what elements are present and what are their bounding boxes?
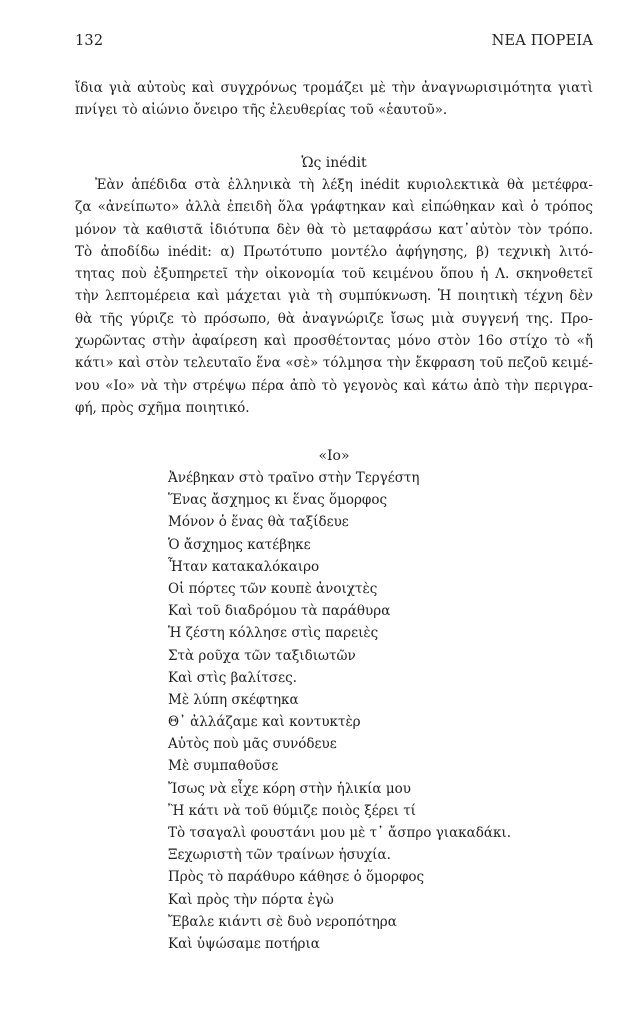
poem-line: Μόνον ὁ ἕνας θὰ ταξίδευε [168, 514, 349, 531]
poem-line: Ὁ ἄσχημος κατέβηκε [168, 536, 311, 553]
text-line: πνίγει τὸ αἰώνιο ὄνειρο τῆς ἐλευθερίας τοῦ «ἑαυτοῦ». [75, 102, 448, 119]
poem-line: Αὐτὸς ποὺ μᾶς συνόδευε [168, 736, 337, 753]
poem-line: Καὶ ὑψώσαμε ποτήρια [168, 935, 320, 952]
text-line: τὴν λεπτομέρεια καὶ μάχεται γιὰ τὴ συμπύκνωση. Ἡ ποιητικὴ τέχνη δὲν [75, 288, 593, 305]
poem-line: Θ᾽ ἀλλάζαμε καὶ κοντυκτὲρ [168, 714, 361, 731]
text-line: κάτι» καὶ στὸν τελευταῖο ἕνα «σὲ» τόλμησα τὴν ἔκφραση τοῦ πεζοῦ κειμέ- [75, 355, 593, 372]
poem-line: Ξεχωριστὴ τῶν τραίνων ἡσυχία. [168, 847, 391, 864]
poem [168, 467, 588, 955]
text-line: φή, πρὸς σχῆμα ποιητικό. [75, 399, 250, 416]
text-line: Τὸ ἀποδίδω inédit: α) Πρωτότυπο μοντέλο ἀφήγησης, β) τεχνικὴ λιτό- [75, 243, 593, 260]
intro-paragraph [75, 77, 593, 122]
poem-line: Μὲ λύπη σκέφτηκα [168, 691, 299, 708]
poem-line: Τὸ τσαγαλὶ φουστάνι μου μὲ τ᾽ ἄσπρο γιακαδάκι. [168, 825, 512, 841]
poem-line: Ἕνας ἄσχημος κι ἕνας ὅμορφος [168, 492, 388, 509]
page-number: 132 [75, 33, 104, 49]
poem-line: Καὶ στὶς βαλίτσες. [168, 669, 297, 686]
text-line: θὰ τῆς γύριζε τὸ πρόσωπο, θὰ ἀναγνώριζε ἴσως μιὰ συγγενή της. Προ- [75, 310, 593, 327]
text-line: μόνον τὰ καθιστᾶ ἰδιότυπα δὲν θὰ τὸ μεταφράσω κατ᾽αὐτὸν τὸν τρόπο. [75, 221, 593, 238]
section-heading: Ὡς inédit [301, 155, 367, 171]
poem-line: Ἢ κάτι νὰ τοῦ θύμιζε ποιὸς ξέρει τί [168, 802, 416, 819]
poem-line: Πρὸς τὸ παράθυρο κάθησε ὁ ὅμορφος [168, 869, 425, 886]
poem-line: Οἱ πόρτες τῶν κουπὲ ἀνοιχτὲς [168, 580, 378, 597]
poem-line: Ἡ ζέστη κόλλησε στὶς παρειὲς [168, 625, 379, 642]
poem-title: «Ιο» [318, 448, 350, 464]
page-header [75, 33, 593, 53]
poem-line: Ἀνέβηκαν στὸ τραῖνο στὴν Τεργέστη [168, 470, 420, 486]
text-line: ζα «ἀνείπωτο» ἀλλὰ ἐπειδὴ ὅλα γράφτηκαν καὶ εἰπώθηκαν καὶ ὁ τρόπος [75, 199, 593, 216]
body-paragraph [75, 174, 593, 419]
text-line: χωρῶντας στὴν ἀφαίρεση καὶ προσθέτοντας μόνο στὸν 16ο στίχο τὸ «ἤ [75, 333, 593, 350]
poem-line: Στὰ ροῦχα τῶν ταξιδιωτῶν [168, 647, 356, 664]
poem-line: Καὶ τοῦ διαδρόμου τὰ παράθυρα [168, 603, 391, 620]
text-line: ἴδια γιὰ αὐτοὺς καὶ συγχρόνως τρομάζει μὲ τὴν ἀναγνωρισιμότητα γιατὶ [75, 80, 593, 96]
text-line: νου «Ιο» νὰ τὴν στρέψω πέρα ἀπὸ τὸ γεγονὸς καὶ κάτω ἀπὸ τὴν περιγρα- [75, 377, 593, 394]
poem-line: Μὲ συμπαθοῦσε [168, 758, 279, 775]
poem-line: Ἔβαλε κιάντι σὲ δυὸ νεροπότηρα [168, 913, 397, 930]
poem-line: Καὶ πρὸς τὴν πόρτα ἐγὼ [168, 891, 334, 908]
text-line: Ἐὰν ἀπέδιδα στὰ ἑλληνικὰ τὴ λέξη inédit κυριολεκτικὰ θὰ μετέφρα- [95, 177, 593, 193]
poem-line: Ἦταν κατακαλόκαιρο [168, 558, 320, 575]
running-title: ΝΕΑ ΠΟΡΕΙΑ [491, 33, 593, 49]
poem-line: Ἴσως νὰ εἶχε κόρη στὴν ἡλικία μου [168, 780, 411, 797]
text-line: τητας ποὺ ἐξυπηρετεῖ τὴν οἰκονομία τοῦ κειμένου ὅπου ἡ Λ. σκηνοθετεῖ [75, 266, 593, 283]
